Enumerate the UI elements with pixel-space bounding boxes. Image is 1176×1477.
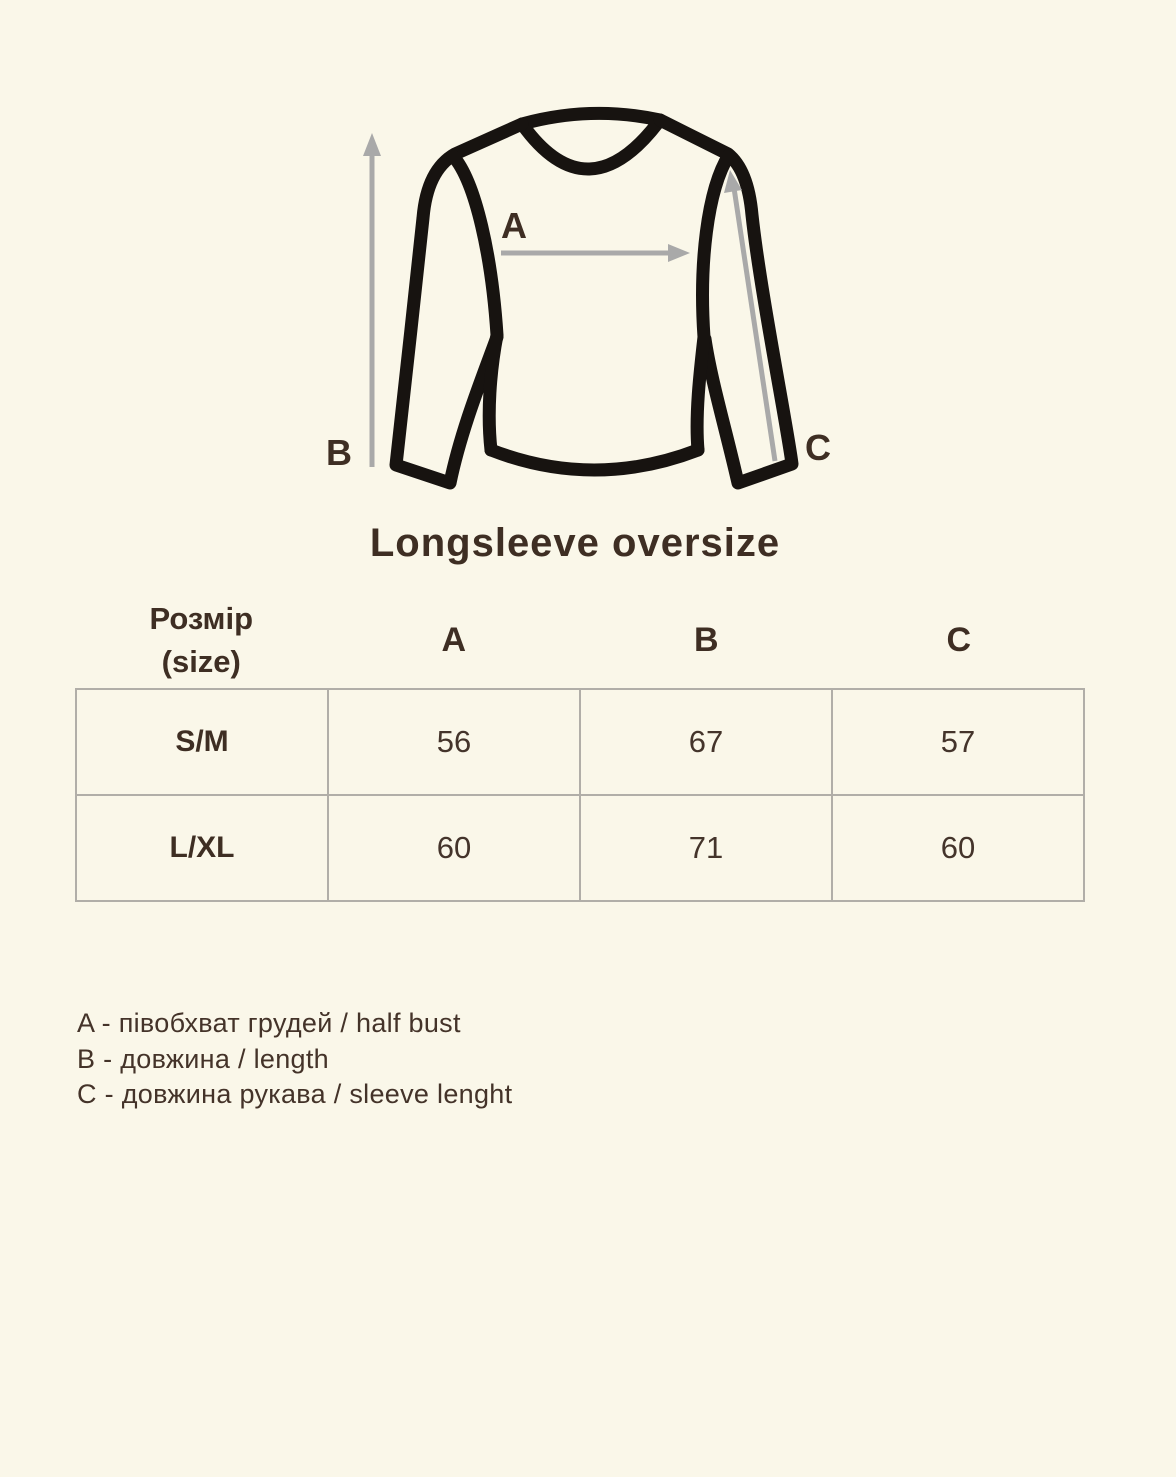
cell-lxl-a: 60 — [328, 795, 580, 901]
size-table — [75, 688, 1085, 902]
header-size-label — [75, 597, 328, 683]
measure-arrow-b-head — [363, 133, 381, 156]
diagram-label-a: A — [501, 205, 527, 246]
diagram-label-c: C — [805, 427, 831, 468]
cell-size-lxl: L/XL — [76, 795, 328, 901]
header-size-line1: Розмір — [149, 601, 254, 636]
cell-sm-a: 56 — [328, 689, 580, 795]
measurement-legend — [77, 1006, 512, 1113]
diagram-label-b: B — [326, 432, 352, 473]
header-size-line2: (size) — [161, 644, 241, 679]
shirt-hem-path — [491, 450, 698, 470]
cell-sm-b: 67 — [580, 689, 832, 795]
shirt-neckline-path — [522, 113, 660, 169]
table-row-sm — [76, 689, 1084, 795]
shirt-left-sleeve-path — [396, 124, 522, 483]
table-row-lxl — [76, 795, 1084, 901]
header-column-b: B — [693, 620, 719, 659]
cell-sm-c: 57 — [832, 689, 1084, 795]
cell-lxl-b: 71 — [580, 795, 832, 901]
measure-arrow-a-head — [668, 244, 690, 262]
legend-item-c: C - довжина рукава / sleeve lenght — [77, 1079, 513, 1109]
legend-item-b: B - довжина / length — [77, 1043, 329, 1074]
legend-item-a: A - півобхват грудей / half bust — [77, 1008, 461, 1038]
cell-size-sm: S/M — [76, 689, 328, 795]
shirt-outline-drawing — [396, 113, 792, 483]
cell-lxl-c: 60 — [832, 795, 1084, 901]
size-table-header — [75, 592, 1085, 688]
product-title: Longsleeve oversize — [369, 521, 781, 565]
header-column-c: C — [946, 620, 972, 659]
longsleeve-measurement-diagram — [0, 0, 1176, 580]
header-column-a: A — [441, 620, 467, 659]
